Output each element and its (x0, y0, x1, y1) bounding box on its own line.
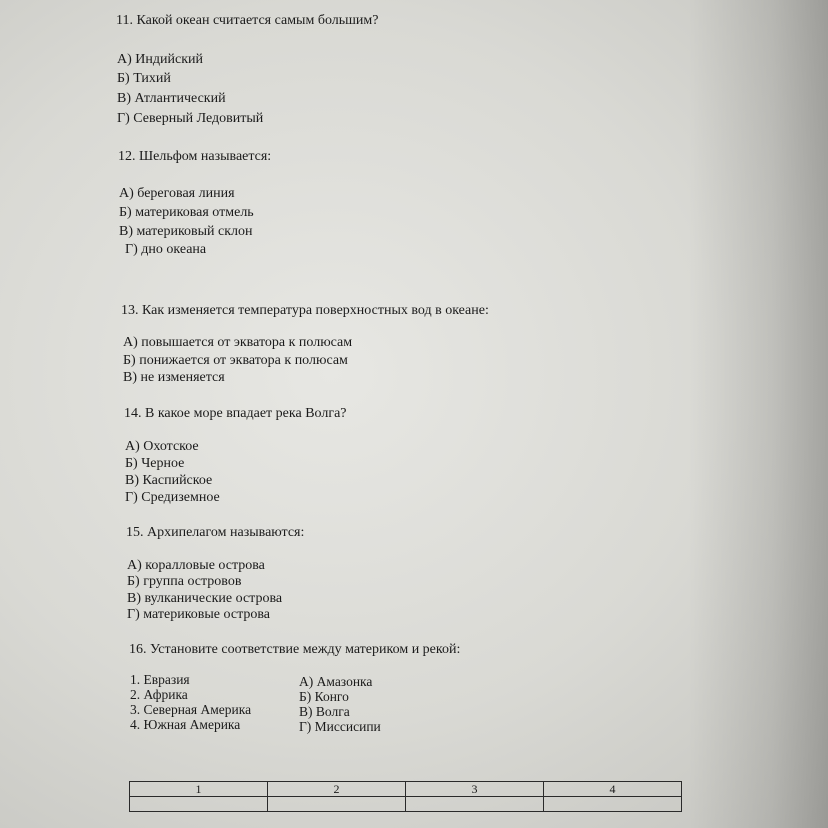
continent-item: 1. Евразия (130, 672, 190, 687)
q11-option-a: А) Индийский (117, 52, 203, 67)
river-item: Б) Конго (299, 689, 349, 704)
answer-table-header-4: 4 (544, 782, 682, 797)
answer-cell-4 (544, 797, 682, 812)
continent-item: 3. Северная Америка (130, 702, 252, 717)
answer-cell-1 (130, 797, 268, 812)
question-16: 16. Установите соответствие между материком и рекой: (129, 642, 461, 657)
answer-cell-3 (406, 797, 544, 812)
question-12: 12. Шельфом называется: (118, 149, 272, 164)
question-11: 11. Какой океан считается самым большим? (116, 13, 379, 28)
q15-option-d: Г) материковые острова (127, 607, 271, 622)
continent-item: 2. Африка (130, 687, 188, 702)
answer-table-header-2: 2 (268, 782, 406, 797)
q11-option-c: В) Атлантический (117, 91, 226, 106)
river-item: А) Амазонка (299, 674, 373, 689)
continents-column (130, 672, 251, 732)
q13-option-a: А) повышается от экватора к полюсам (123, 335, 353, 350)
q12-option-d: Г) дно океана (125, 242, 207, 257)
river-item: Г) Миссисипи (299, 719, 381, 734)
answer-table (129, 781, 682, 812)
answer-table-header-3: 3 (406, 782, 544, 797)
continent-item: 4. Южная Америка (130, 717, 241, 732)
q14-option-b: Б) Черное (125, 456, 185, 471)
q11-option-d: Г) Северный Ледовитый (117, 111, 264, 126)
q15-option-b: Б) группа островов (127, 574, 242, 589)
q11-option-b: Б) Тихий (117, 71, 171, 86)
answer-cell-2 (268, 797, 406, 812)
question-15: 15. Архипелагом называются: (126, 525, 305, 540)
answer-table-header-1: 1 (130, 782, 268, 797)
river-item: В) Волга (299, 704, 350, 719)
question-13: 13. Как изменяется температура поверхностных вод в океане: (121, 303, 489, 318)
q14-option-c: В) Каспийское (125, 473, 213, 488)
q12-option-c: В) материковый склон (119, 224, 253, 239)
rivers-column (299, 674, 381, 734)
q15-option-c: В) вулканические острова (127, 591, 283, 606)
q12-option-b: Б) материковая отмель (119, 205, 254, 220)
q12-option-a: А) береговая линия (119, 186, 235, 201)
q14-option-d: Г) Средиземное (125, 490, 220, 505)
question-14: 14. В какое море впадает река Волга? (124, 406, 347, 421)
q13-option-c: В) не изменяется (123, 370, 225, 385)
q14-option-a: А) Охотское (125, 439, 199, 454)
q15-option-a: А) коралловые острова (127, 558, 265, 573)
q13-option-b: Б) понижается от экватора к полюсам (123, 353, 348, 368)
